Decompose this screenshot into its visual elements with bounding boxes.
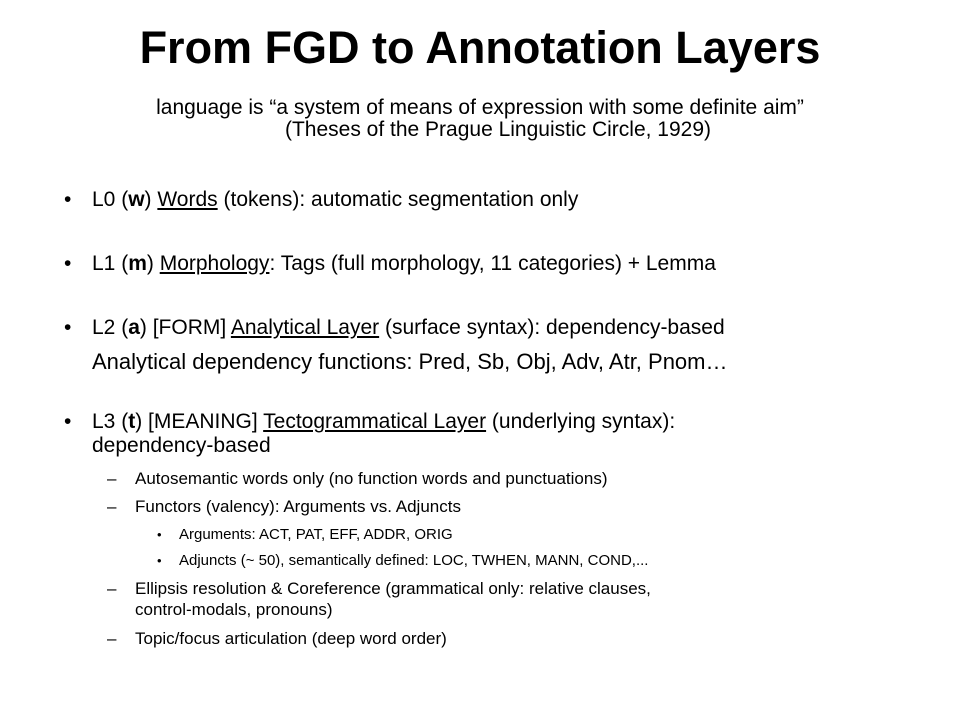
- l0-prefix: L0 (: [92, 188, 129, 211]
- sub-autosemantic-text: Autosemantic words only (no function words and punctuations): [135, 469, 608, 488]
- sub-topic-text: Topic/focus articulation (deep word order): [135, 629, 447, 648]
- l3-layer-name: Tectogrammatical Layer: [263, 410, 487, 433]
- l2-layer-code: a: [128, 316, 140, 339]
- l0-middle: ): [144, 188, 158, 211]
- l3-description: (underlying syntax):: [486, 410, 676, 433]
- slide-title: From FGD to Annotation Layers: [139, 22, 821, 73]
- l3-prefix: L3 (: [92, 410, 129, 433]
- l0-description: (tokens): automatic segmentation only: [217, 188, 579, 211]
- bullet-l3-text: [92, 410, 912, 434]
- bullet-marker: •: [64, 252, 72, 275]
- l1-middle: ): [146, 252, 160, 275]
- l0-layer-name: Words: [157, 188, 218, 211]
- l1-layer-code: m: [128, 252, 147, 275]
- bullet-marker: •: [157, 527, 162, 542]
- quote-line-2: (Theses of the Prague Linguistic Circle, 1929): [284, 118, 712, 141]
- dash-marker: –: [107, 497, 117, 516]
- dash-marker: –: [107, 629, 117, 648]
- bullet-marker: •: [157, 553, 162, 568]
- dash-marker: –: [107, 579, 117, 598]
- sub-functors-text: Functors (valency): Arguments vs. Adjuncts: [135, 497, 461, 516]
- l1-description: : Tags (full morphology, 11 categories) + Lemma: [269, 252, 716, 275]
- bullet-l0-text: [92, 188, 912, 212]
- sub-ellipsis-text: [135, 578, 905, 620]
- subsub-arguments-text: Arguments: ACT, PAT, EFF, ADDR, ORIG: [179, 526, 453, 543]
- l0-layer-code: w: [128, 188, 145, 211]
- l3-middle: ) [MEANING]: [135, 410, 264, 433]
- quote-line-1: language is “a system of means of expression with some definite aim”: [156, 96, 804, 119]
- l2-layer-name: Analytical Layer: [230, 316, 380, 339]
- bullet-marker: •: [64, 316, 72, 339]
- sub-ellipsis-line-1: Ellipsis resolution & Coreference (grammatical only: relative clauses,: [135, 579, 651, 598]
- l2-description: (surface syntax): dependency-based: [379, 316, 725, 339]
- bullet-marker: •: [64, 188, 72, 211]
- l1-layer-name: Morphology: [159, 252, 270, 275]
- subsub-adjuncts-text: Adjuncts (~ 50), semantically defined: LOC, TWHEN, MANN, COND,...: [179, 552, 649, 569]
- l3-layer-code: t: [128, 410, 136, 433]
- l1-prefix: L1 (: [92, 252, 129, 275]
- sub-ellipsis-line-2: control-modals, pronouns): [135, 600, 333, 619]
- l2-middle: ) [FORM]: [139, 316, 231, 339]
- l2-functions: Analytical dependency functions: Pred, Sb, Obj, Adv, Atr, Pnom…: [92, 349, 728, 374]
- l3-description-line2: dependency-based: [92, 434, 271, 457]
- bullet-l1-text: [92, 252, 912, 276]
- bullet-marker: •: [64, 410, 72, 433]
- l2-prefix: L2 (: [92, 316, 129, 339]
- quote: [0, 97, 960, 141]
- bullet-l2-text: [92, 316, 912, 340]
- dash-marker: –: [107, 469, 117, 488]
